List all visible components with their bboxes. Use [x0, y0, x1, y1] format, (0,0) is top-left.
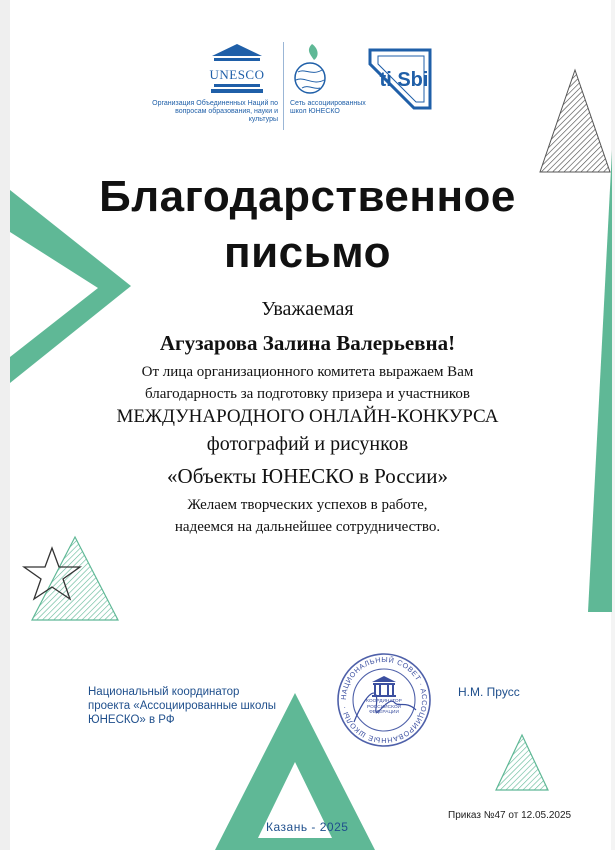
bottom-right-hatched-triangle	[496, 735, 548, 790]
aspnet-emblem-icon	[364, 46, 436, 118]
unesco-temple-logo	[208, 42, 266, 96]
network-globe-icon	[290, 42, 334, 98]
svg-text:ti Sbi: ti Sbi	[379, 69, 429, 91]
left-hatched-triangle	[32, 537, 118, 620]
logo-block	[150, 40, 460, 140]
logo-divider	[283, 42, 284, 130]
greeting: Уважаемая	[261, 298, 354, 320]
coordinator-line-2: проекта «Ассоциированные школы	[88, 700, 277, 712]
contest-line-2: фотографий и рисунков	[206, 433, 409, 455]
title-line-1: Благодарственное	[99, 172, 516, 221]
unesco-caption: Организация Объединенных Наций по вопросам образования, науки и культуры	[152, 100, 278, 123]
official-stamp	[336, 652, 432, 748]
recipient-name: Агузарова Залина Валерьевна!	[159, 331, 456, 355]
coordinator-line-1: Национальный координатор	[88, 686, 240, 698]
body-line-1: От лица организационного комитета выражаем Вам	[141, 364, 474, 380]
coordinator-line-3: ЮНЕСКО» в РФ	[88, 714, 175, 726]
body-line-2: благодарность за подготовку призера и участников	[144, 386, 471, 402]
contest-line-1: МЕЖДУНАРОДНОГО ОНЛАЙН-КОНКУРСА	[116, 406, 499, 427]
title-line-2: письмо	[224, 228, 391, 277]
stamp-center-text: КООРДИНАТОР РОССИЙСКОЙ ФЕДЕРАЦИИ	[366, 699, 402, 716]
contest-line-3: «Объекты ЮНЕСКО в России»	[167, 464, 448, 488]
stamp-ring-text: НАЦИОНАЛЬНЫЙ СОВЕТ · АССОЦИИРОВАННЫЕ ШКОЛЫ ·	[338, 654, 430, 746]
order-reference: Приказ №47 от 12.05.2025	[448, 810, 572, 821]
city-year: Казань - 2025	[266, 820, 349, 834]
wish-line-2: надеемся на дальнейшее сотрудничество.	[174, 519, 441, 535]
coordinator-title	[88, 685, 328, 727]
signer-name: Н.М. Прусс	[458, 685, 520, 699]
wish-line-1: Желаем творческих успехов в работе,	[187, 497, 428, 513]
network-caption: Сеть ассоциированных школ ЮНЕСКО	[290, 100, 366, 115]
svg-text:UNESCO: UNESCO	[209, 67, 265, 82]
